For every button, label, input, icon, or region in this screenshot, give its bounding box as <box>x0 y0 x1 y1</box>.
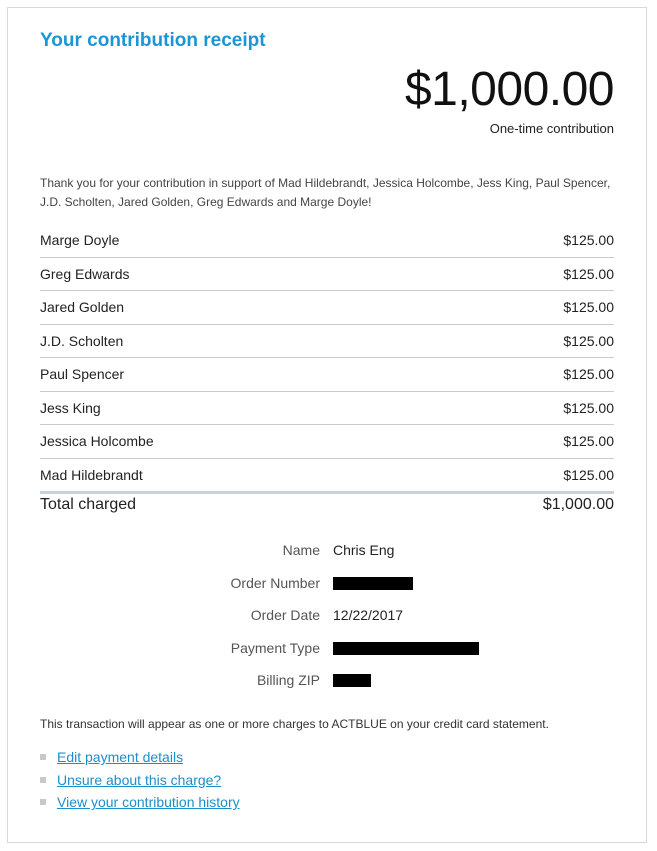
bullet-icon <box>40 799 46 805</box>
recipient-amount: $125.00 <box>563 366 614 383</box>
billing-zip-label: Billing ZIP <box>256 672 320 688</box>
recipient-name: Jess King <box>40 399 101 416</box>
order-date-value: 12/22/2017 <box>333 607 404 623</box>
recipient-row <box>40 258 614 292</box>
recipient-list <box>40 224 614 494</box>
order-date-label: Order Date <box>250 607 320 623</box>
recipient-row <box>40 291 614 325</box>
recipient-row <box>40 358 614 392</box>
payment-type-redacted <box>333 642 479 655</box>
receipt-card <box>7 7 647 843</box>
link-item <box>40 769 240 792</box>
recipient-name: Paul Spencer <box>40 366 125 383</box>
recipient-row <box>40 459 614 495</box>
receipt-title: Your contribution receipt <box>40 30 266 51</box>
detail-row-payment-type <box>40 638 614 671</box>
payment-type-label: Payment Type <box>230 639 320 656</box>
thank-you-message: Thank you for your contribution in support of Mad Hildebrandt, Jessica Holcombe, Jess King, Paul Spencer, J.D. Scholten, Jared Golden, Greg Edwards and Marge Doyle! <box>40 176 611 209</box>
recipient-name: Mad Hildebrandt <box>40 466 143 483</box>
recipient-name: J.D. Scholten <box>40 332 124 349</box>
detail-row-order-number <box>40 573 614 606</box>
unsure-charge-link[interactable]: Unsure about this charge? <box>57 771 222 788</box>
recipient-row <box>40 325 614 359</box>
recipient-row <box>40 425 614 459</box>
billing-zip-redacted <box>333 674 371 687</box>
total-amount: $1,000.00 <box>542 496 614 513</box>
recipient-amount: $125.00 <box>563 232 614 249</box>
name-value: Chris Eng <box>333 542 395 558</box>
detail-row-billing-zip <box>40 670 614 703</box>
link-item <box>40 746 240 769</box>
total-row <box>40 496 614 514</box>
detail-row-order-date <box>40 605 614 638</box>
recipient-amount: $125.00 <box>563 466 614 483</box>
recipient-amount: $125.00 <box>563 332 614 349</box>
recipient-name: Greg Edwards <box>40 265 130 282</box>
recipient-amount: $125.00 <box>563 399 614 416</box>
recipient-name: Jared Golden <box>40 299 125 316</box>
contribution-amount: $1,000.00 <box>404 63 614 116</box>
recipient-row <box>40 392 614 426</box>
recipient-name: Marge Doyle <box>40 232 120 249</box>
edit-payment-link[interactable]: Edit payment details <box>57 749 184 766</box>
bullet-icon <box>40 777 46 783</box>
help-links <box>40 746 240 814</box>
detail-row-name <box>40 540 614 573</box>
bullet-icon <box>40 754 46 760</box>
recipient-name: Jessica Holcombe <box>40 433 154 450</box>
order-number-redacted <box>333 577 413 590</box>
total-label: Total charged <box>40 496 137 513</box>
recipient-amount: $125.00 <box>563 265 614 282</box>
name-label: Name <box>282 542 320 558</box>
recipient-amount: $125.00 <box>563 433 614 450</box>
recipient-row <box>40 224 614 258</box>
link-item <box>40 791 240 814</box>
recipient-amount: $125.00 <box>563 299 614 316</box>
contribution-history-link[interactable]: View your contribution history <box>57 794 240 811</box>
order-details <box>40 540 614 703</box>
statement-note: This transaction will appear as one or more charges to ACTBLUE on your credit card statement. <box>40 717 549 731</box>
contribution-type: One-time contribution <box>489 121 614 136</box>
order-number-label: Order Number <box>230 574 320 591</box>
